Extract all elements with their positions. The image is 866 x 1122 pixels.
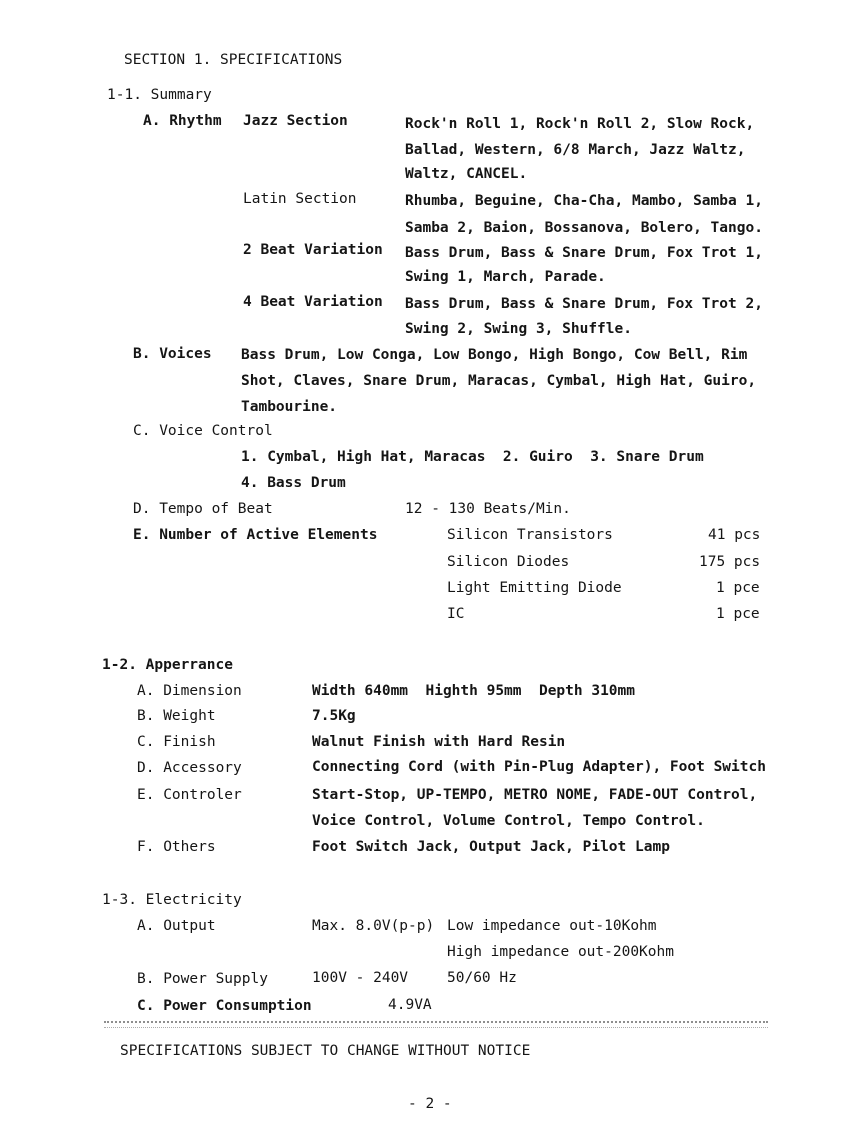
output-high: High impedance out-200Kohm (447, 944, 674, 960)
active-item-name: Silicon Transistors (447, 527, 613, 543)
spec-label: C. Finish (137, 734, 216, 750)
spec-value: Walnut Finish with Hard Resin (312, 734, 566, 750)
power-supply-label: B. Power Supply (137, 971, 268, 987)
change-notice: SPECIFICATIONS SUBJECT TO CHANGE WITHOUT NOTICE (120, 1043, 531, 1059)
spec-label: F. Others (137, 839, 216, 855)
spec-label: E. Controler (137, 787, 242, 803)
beat2-line-2: Swing 1, March, Parade. (405, 269, 606, 285)
power-consumption-label: C. Power Consumption (137, 998, 312, 1014)
spec-value: Foot Switch Jack, Output Jack, Pilot Lamp (312, 839, 670, 855)
voices-line-1: Bass Drum, Low Conga, Low Bongo, High Bongo, Cow Bell, Rim (241, 347, 748, 363)
active-item-name: Light Emitting Diode (447, 580, 622, 596)
spec-value: Connecting Cord (with Pin-Plug Adapter), Foot Switch (312, 759, 766, 775)
jazz-line-3: Waltz, CANCEL. (405, 166, 528, 182)
voice-control-label: C. Voice Control (133, 423, 273, 439)
spec-value: Start-Stop, UP-TEMPO, METRO NOME, FADE-OUT Control, (312, 787, 758, 803)
voices-line-2: Shot, Claves, Snare Drum, Maracas, Cymbal, High Hat, Guiro, (241, 373, 757, 389)
power-supply-frequency: 50/60 Hz (447, 970, 517, 986)
spec-value: 7.5Kg (312, 708, 356, 724)
spec-value: Width 640mm Highth 95mm Depth 310mm (312, 683, 636, 699)
spec-value: Voice Control, Volume Control, Tempo Control. (312, 813, 705, 829)
active-item-qty: 41 pcs (708, 527, 761, 543)
beat4-line-1: Bass Drum, Bass & Snare Drum, Fox Trot 2, (405, 296, 763, 312)
latin-line-1: Rhumba, Beguine, Cha-Cha, Mambo, Samba 1, (405, 193, 763, 209)
output-value: Max. 8.0V(p-p) (312, 918, 435, 934)
spec-label: A. Dimension (137, 683, 242, 699)
tempo-label: D. Tempo of Beat (133, 501, 273, 517)
power-consumption-value: 4.9VA (388, 997, 432, 1013)
electricity-heading: 1-3. Electricity (102, 892, 242, 908)
active-item-name: Silicon Diodes (447, 554, 570, 570)
section-title: SECTION 1. SPECIFICATIONS (124, 52, 343, 68)
dotted-divider (104, 1021, 768, 1028)
beat4-label: 4 Beat Variation (243, 294, 383, 310)
voices-line-3: Tambourine. (241, 399, 338, 415)
beat2-label: 2 Beat Variation (243, 242, 383, 258)
spec-label: B. Weight (137, 708, 216, 724)
apperrance-heading: 1-2. Apperrance (102, 657, 233, 673)
rhythm-label: A. Rhythm (143, 113, 222, 129)
latin-section-label: Latin Section (243, 191, 357, 207)
page-number: - 2 - (408, 1096, 452, 1112)
spec-label: D. Accessory (137, 760, 242, 776)
voice-control-line-2: 4. Bass Drum (241, 475, 346, 491)
jazz-line-1: Rock'n Roll 1, Rock'n Roll 2, Slow Rock, (405, 116, 755, 132)
output-low: Low impedance out-10Kohm (447, 918, 657, 934)
jazz-section-label: Jazz Section (243, 113, 348, 129)
active-item-name: IC (447, 606, 465, 622)
voice-control-line-1: 1. Cymbal, High Hat, Maracas 2. Guiro 3. Snare Drum (241, 449, 704, 465)
beat4-line-2: Swing 2, Swing 3, Shuffle. (405, 321, 632, 337)
beat2-line-1: Bass Drum, Bass & Snare Drum, Fox Trot 1, (405, 245, 763, 261)
power-supply-voltage: 100V - 240V (312, 970, 409, 986)
summary-heading: 1-1. Summary (107, 87, 212, 103)
active-item-qty: 1 pce (716, 606, 760, 622)
tempo-value: 12 - 130 Beats/Min. (405, 501, 571, 517)
active-item-qty: 175 pcs (699, 554, 761, 570)
active-item-qty: 1 pce (716, 580, 760, 596)
output-label: A. Output (137, 918, 216, 934)
jazz-line-2: Ballad, Western, 6/8 March, Jazz Waltz, (405, 142, 746, 158)
voices-label: B. Voices (133, 346, 212, 362)
active-elements-label: E. Number of Active Elements (133, 527, 378, 543)
latin-line-2: Samba 2, Baion, Bossanova, Bolero, Tango. (405, 220, 763, 236)
